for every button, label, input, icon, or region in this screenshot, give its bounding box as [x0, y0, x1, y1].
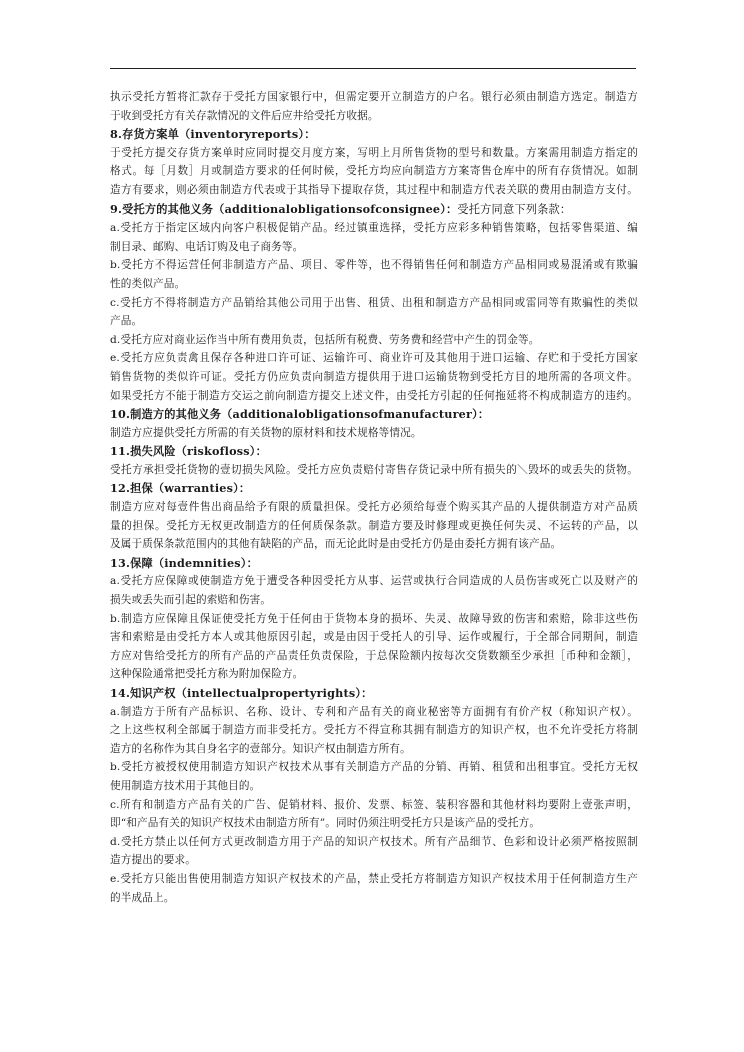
paragraph-line: 如果受托方不能于制造方交运之前向制造方提交上述文件，由受托方引起的任何拖延将不构成制造方的违约。 — [110, 389, 638, 402]
paragraph-line: 产品。 — [110, 315, 143, 328]
section-heading — [110, 442, 638, 461]
paragraph-line: b.受托方被授权使用制造方知识产权技术从事有关制造方产品的分销、再销、租赁和出租事宜。受托方无权 — [110, 761, 638, 774]
paragraph-line: 销售货物的类似许可证。受托方仍应负责向制造方提供用于进口运输货物到受托方目的地所需的各项文件。 — [110, 370, 638, 383]
paragraph-line: 执示受托方暂将汇款存于受托方国家银行中，但需定要开立制造方的户名。银行必须由制造方选定。制造方 — [110, 91, 638, 103]
paragraph-line: 于收到受托方有关存款情况的文件后应井给受托方收据。 — [110, 109, 379, 122]
paragraph-line: 造方有要求，则必须由制造方代表或于其指导下提取存货，其过程中和制造方代表关联的费用由制造方支付。 — [110, 183, 638, 196]
paragraph-line: c.所有和制造方产品有关的广告、促销材料、报价、发票、标签、装积容器和其他材料均要附上壹张声明， — [110, 798, 638, 811]
paragraph-line: c.受托方不得将制造方产品销给其他公司用于出售、租赁、出租和制造方产品相同或雷同等有欺骗性的类似 — [110, 296, 638, 309]
paragraph-line: 使用制造方技术用于其他目的。 — [110, 779, 261, 792]
section-heading-title: 9.受托方的其他义务（additionalobligationsofconsignee）： — [110, 201, 458, 216]
paragraph-line: 损失或丢失而引起的索赔和伤害。 — [110, 594, 272, 607]
section-heading-title: 14.知识产权（intellectualpropertyrights）： — [110, 686, 373, 700]
section-heading — [110, 405, 638, 424]
paragraph-line: 的半成品上。 — [110, 891, 175, 904]
paragraph-line: e.受托方应负责禽且保存各种进口许可证、运输许可、商业许可及其他用于进口运输、存贮和于受托方国家 — [110, 352, 638, 365]
section-heading-note: 受托方同意下列条款： — [457, 202, 572, 216]
section-heading — [110, 684, 638, 703]
paragraph-line: a.受托方于指定区域内向客户积极促销产品。经过镇重选择，受托方应彩多种销售策略，包括零售渠道、编 — [110, 222, 638, 235]
section-heading — [110, 125, 638, 144]
paragraph-line: 即“和产品有关的知识产权技术由制造方所有”。同时仍须注明受托方只是该产品的受托方。 — [110, 817, 541, 830]
paragraph-line: 受托方承担受托货物的壹切损失风险。受托方应负责赔付寄售存货记录中所有损失的＼毁坏的或丢失的货物。 — [110, 463, 638, 476]
paragraph-line: b.受托方不得运营任何非制造方产品、项目、零件等，也不得销售任何和制造方产品相同或易混淆或有欺骗 — [110, 259, 638, 272]
paragraph-line: 性的类似产品。 — [110, 277, 186, 290]
section-heading-title: 13.保障（indemnities）： — [110, 555, 258, 570]
paragraph-line: 这种保险通常把受托方称为附加保险方。 — [110, 668, 304, 681]
paragraph-line: 造方提出的要求。 — [110, 854, 196, 867]
section-heading — [110, 554, 638, 573]
paragraph-line: 害和索赔是由受托方本人或其他原因引起，或是由因于受托人的引导、运作或履行，于全部合同期间，制造 — [110, 631, 638, 644]
paragraph-line: 造方的名称作为其自身名字的壹部分。知识产权由制造方所有。 — [110, 742, 411, 755]
section-heading-title: 8.存货方案单（inventoryreports）： — [110, 127, 316, 142]
paragraph-line: a.制造方于所有产品标识、名称、设计、专利和产品有关的商业秘密等方面拥有有价产权（称知识产权）。 — [110, 705, 638, 718]
paragraph-line: 及属于质保条款范围内的其他有缺陷的产品，而无论此时是由受托方仍是由委托方拥有该产品。 — [110, 538, 562, 551]
section-heading-title: 12.担保（warranties）： — [110, 481, 251, 496]
paragraph-line: d.受托方应对商业运作当中所有费用负责，包括所有税费、劳务费和经营中产生的罚金等。 — [110, 333, 540, 346]
section-heading-title: 11.损失风险（riskofloss）： — [110, 444, 267, 459]
paragraph-line: e.受托方只能出售使用制造方知识产权技术的产品，禁止受托方将制造方知识产权技术用于任何制造方生产 — [110, 872, 638, 885]
document-body — [110, 88, 638, 907]
paragraph-line: b.制造方应保障且保证使受托方免于任何由于货物本身的损坏、失灵、故障导致的伤害和索赔，除非这些伤 — [110, 612, 638, 625]
paragraph-line: 制目录、邮购、电话订购及电子商务等。 — [110, 240, 304, 253]
paragraph-line: 制造方应提供受托方所需的有关货物的原材料和技术规格等情况。 — [110, 426, 422, 439]
paragraph-line: d.受托方禁止以任何方式更改制造方用于产品的知识产权技术。所有产品细节、色彩和设计必须严格按照制 — [110, 835, 638, 848]
paragraph-line: 制造方应对每壹件售出商品给予有限的质量担保。受托方必须给每壹个购买其产品的人提供制造方对产品质 — [110, 501, 638, 514]
paragraph-line: 之上这些权利全部属于制造方而非受托方。受托方不得宣称其拥有制造方的知识产权，也不允许受托方将制 — [110, 724, 638, 737]
paragraph-line: 于受托方提交存货方案单时应同时提交月度方案，写明上月所售货物的型号和数量。方案需用制造方指定的 — [110, 146, 638, 159]
paragraph-line: a.受托方应保障或使制造方免于遭受各种因受托方从事、运营或执行合同造成的人员伤害或死亡以及财产的 — [110, 575, 638, 588]
paragraph-line: 量的担保。受托方无权更改制造方的任何质保条款。制造方要及时修理或更换任何失灵、不运转的产品，以 — [110, 519, 638, 532]
paragraph-line: 方应对售给受托方的所有产品的产品责任负责保险，于总保险额内按每次交货数额至少承担［币种和金额］， — [110, 649, 638, 662]
section-heading-title: 10.制造方的其他义务（additionalobligationsofmanufacturer）： — [110, 407, 490, 422]
header-rule — [110, 68, 636, 69]
paragraph-line: 格式。每［月数］月或制造方要求的任何时候，受托方均应向制造方方案寄售仓库中的所有存货情况。如制 — [110, 165, 638, 178]
section-heading — [110, 479, 638, 498]
section-heading — [110, 200, 638, 220]
